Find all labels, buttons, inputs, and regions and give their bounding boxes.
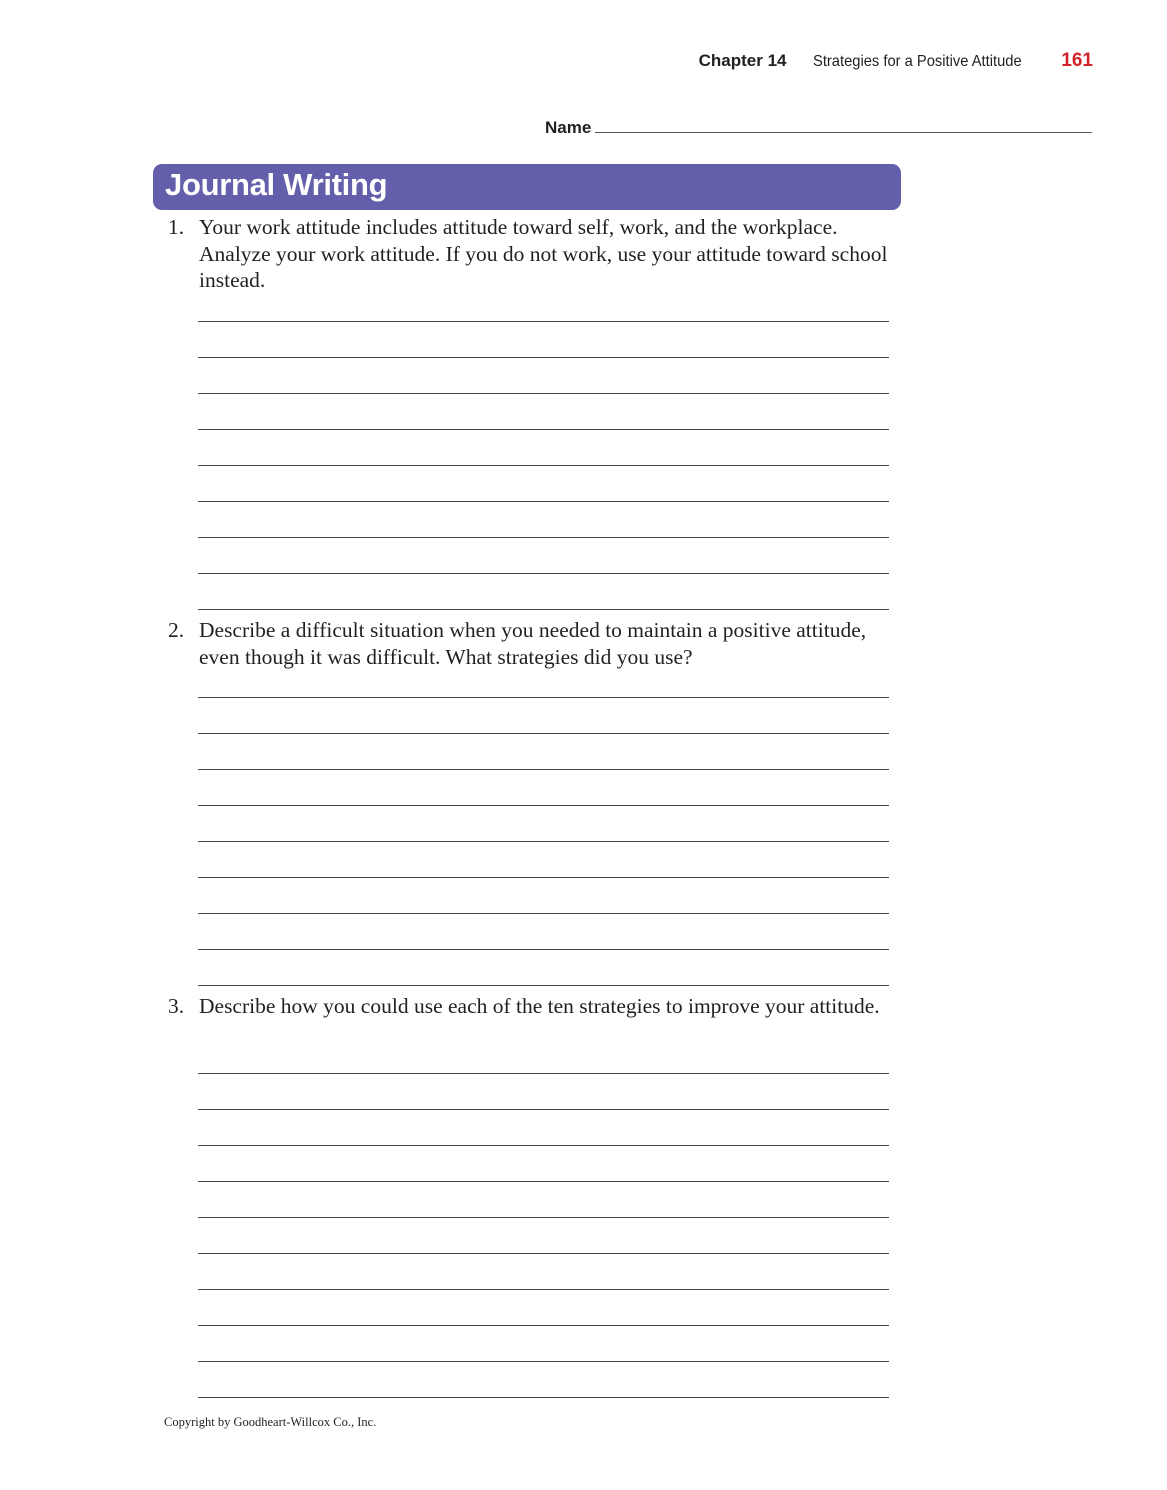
- name-field[interactable]: [595, 116, 1092, 133]
- answer-line[interactable]: [198, 1109, 889, 1110]
- answer-line[interactable]: [198, 949, 889, 950]
- answer-line[interactable]: [198, 697, 889, 698]
- answer-line[interactable]: [198, 1253, 889, 1254]
- answer-line[interactable]: [198, 733, 889, 734]
- question-3: [168, 993, 898, 1020]
- answer-line[interactable]: [198, 537, 889, 538]
- answer-line[interactable]: [198, 465, 889, 466]
- page-header: [699, 50, 1093, 72]
- question-number: 2.: [168, 618, 185, 642]
- chapter-label: Chapter 14: [698, 51, 787, 70]
- answer-line[interactable]: [198, 1289, 889, 1290]
- question-number: 1.: [168, 215, 185, 239]
- answer-line[interactable]: [198, 1325, 889, 1326]
- section-banner: [153, 164, 901, 210]
- answer-line[interactable]: [198, 769, 889, 770]
- answer-line[interactable]: [198, 357, 889, 358]
- answer-line[interactable]: [198, 1073, 889, 1074]
- answer-line[interactable]: [198, 1217, 889, 1218]
- answer-line[interactable]: [198, 1181, 889, 1182]
- answer-line[interactable]: [198, 985, 889, 986]
- name-field-row: [545, 116, 1092, 138]
- answer-line[interactable]: [198, 1361, 889, 1362]
- name-label: Name: [545, 118, 592, 137]
- answer-line[interactable]: [198, 841, 889, 842]
- question-text: Describe a difficult situation when you needed to maintain a positive attitude, even though it was difficult. What strategies did you use?: [199, 618, 867, 669]
- section-title: Journal Writing: [165, 167, 388, 202]
- chapter-title: Strategies for a Positive Attitude: [812, 53, 1022, 70]
- answer-line[interactable]: [198, 393, 889, 394]
- answer-line[interactable]: [198, 609, 889, 610]
- copyright-footer: Copyright by Goodheart-Willcox Co., Inc.: [164, 1415, 377, 1429]
- answer-line[interactable]: [198, 877, 889, 878]
- answer-line[interactable]: [198, 1397, 889, 1398]
- answer-line[interactable]: [198, 573, 889, 574]
- question-text: Your work attitude includes attitude toward self, work, and the workplace. Analyze your work attitude. If you do not work, use your attitude toward school instead.: [199, 215, 888, 292]
- question-1: [168, 214, 898, 294]
- question-number: 3.: [168, 994, 185, 1018]
- answer-line[interactable]: [198, 913, 889, 914]
- answer-line[interactable]: [198, 805, 889, 806]
- answer-line[interactable]: [198, 321, 889, 322]
- question-text: Describe how you could use each of the ten strategies to improve your attitude.: [199, 994, 880, 1018]
- page-number: 161: [1061, 50, 1093, 71]
- answer-line[interactable]: [198, 501, 889, 502]
- question-2: [168, 617, 898, 670]
- answer-line[interactable]: [198, 429, 889, 430]
- answer-line[interactable]: [198, 1145, 889, 1146]
